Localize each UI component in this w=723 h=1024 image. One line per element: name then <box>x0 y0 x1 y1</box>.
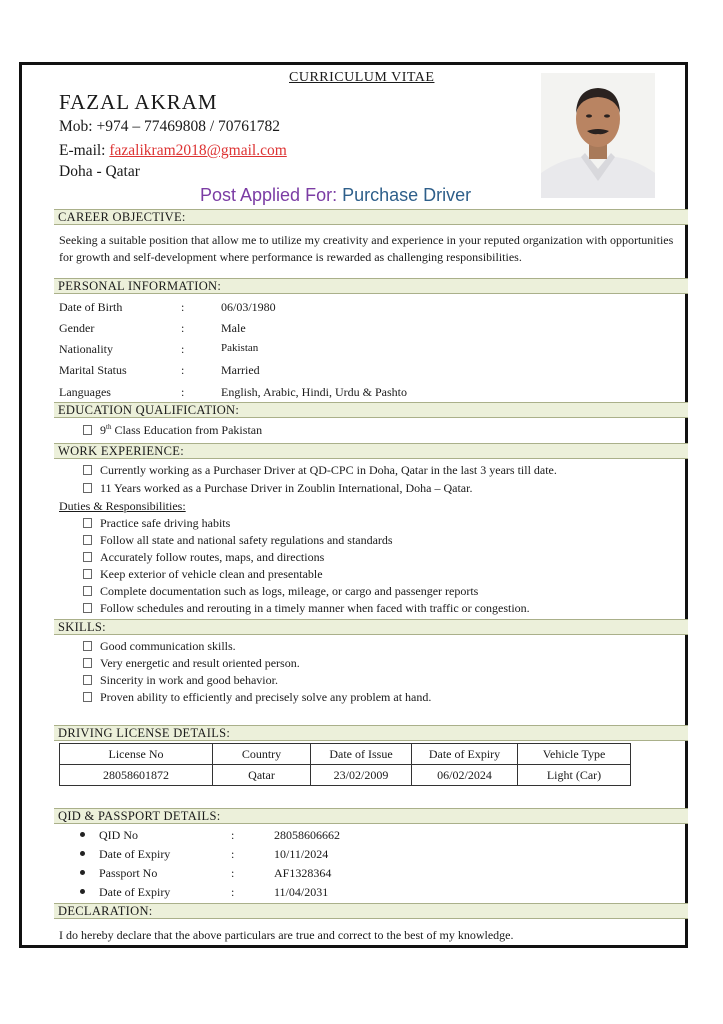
duty-item <box>83 516 230 531</box>
qid-item <box>80 828 138 843</box>
qid-value: AF1328364 <box>274 866 332 880</box>
qid-label: Date of Expiry <box>99 885 171 899</box>
personal-label: Languages <box>59 385 111 399</box>
personal-sep: : <box>181 300 185 314</box>
duty-item-text: Follow all state and national safety regulations and standards <box>100 533 393 547</box>
duty-item-text: Keep exterior of vehicle clean and presentable <box>100 567 323 581</box>
duty-item-text: Accurately follow routes, maps, and directions <box>100 550 325 564</box>
qid-value: 10/11/2024 <box>274 847 329 861</box>
mobile-number: Mob: +974 – 77469808 / 70761782 <box>59 118 281 135</box>
personal-label: Nationality <box>59 342 113 356</box>
qid-value: 28058606662 <box>274 828 340 842</box>
license-header-cell: Country <box>213 744 311 765</box>
section-driving-license: DRIVING LICENSE DETAILS: <box>54 725 688 741</box>
duty-item <box>83 567 323 582</box>
license-cell: 23/02/2009 <box>311 765 412 786</box>
skill-item <box>83 690 431 705</box>
personal-label: Date of Birth <box>59 300 123 314</box>
license-header-cell: Vehicle Type <box>518 744 631 765</box>
personal-value: Pakistan <box>221 342 259 354</box>
duty-item <box>83 601 530 616</box>
checkbox-icon <box>83 692 92 702</box>
post-applied-value: Purchase Driver <box>342 185 472 205</box>
email-label: E-mail: <box>59 142 110 159</box>
personal-sep: : <box>181 363 185 377</box>
section-career-objective: CAREER OBJECTIVE: <box>54 209 688 225</box>
personal-value: Married <box>221 363 260 377</box>
personal-label: Marital Status <box>59 363 127 377</box>
work-item-text: 11 Years worked as a Purchase Driver in Zoublin International, Doha – Qatar. <box>100 481 473 495</box>
section-declaration: DECLARATION: <box>54 903 688 919</box>
personal-value: Male <box>221 321 246 335</box>
email-line <box>59 142 287 160</box>
checkbox-icon <box>83 641 92 651</box>
license-cell: Light (Car) <box>518 765 631 786</box>
checkbox-icon <box>83 586 92 596</box>
skill-item <box>83 656 300 671</box>
duty-item-text: Complete documentation such as logs, mileage, or cargo and passenger reports <box>100 584 479 598</box>
qid-sep: : <box>231 885 235 899</box>
checkbox-icon <box>83 552 92 562</box>
license-cell: Qatar <box>213 765 311 786</box>
license-header-cell: License No <box>60 744 213 765</box>
bullet-icon <box>80 889 85 894</box>
skill-item <box>83 673 278 688</box>
section-skills: SKILLS: <box>54 619 688 635</box>
education-text: Class Education from Pakistan <box>111 423 263 437</box>
education-item <box>83 423 262 438</box>
work-item <box>83 463 557 478</box>
email-link[interactable]: fazalikram2018@gmail.com <box>109 142 287 159</box>
post-applied-label: Post Applied For: <box>200 185 343 205</box>
license-table <box>59 743 631 786</box>
bullet-icon <box>80 832 85 837</box>
checkbox-icon <box>83 675 92 685</box>
checkbox-icon <box>83 535 92 545</box>
career-objective-text: Seeking a suitable position that allow me to utilize my creativity and experience in your reputed organization with opportunities for growth and self-development where performance is rewarded as challenging responsibilities. <box>59 233 674 264</box>
duty-item <box>83 533 393 548</box>
skill-item-text: Sincerity in work and good behavior. <box>100 673 278 687</box>
section-qid-passport: QID & PASSPORT DETAILS: <box>54 808 688 824</box>
qid-sep: : <box>231 828 235 842</box>
license-header-cell: Date of Expiry <box>412 744 518 765</box>
qid-sep: : <box>231 866 235 880</box>
duty-item-text: Practice safe driving habits <box>100 516 231 530</box>
checkbox-icon <box>83 658 92 668</box>
qid-label: Date of Expiry <box>99 847 171 861</box>
qid-label: QID No <box>99 828 138 842</box>
qid-value: 11/04/2031 <box>274 885 329 899</box>
license-cell: 06/02/2024 <box>412 765 518 786</box>
section-work-experience: WORK EXPERIENCE: <box>54 443 688 459</box>
personal-value: English, Arabic, Hindi, Urdu & Pashto <box>221 385 407 399</box>
education-grade-suffix: th <box>106 423 112 431</box>
checkbox-icon <box>83 483 92 493</box>
location: Doha - Qatar <box>59 163 140 180</box>
license-header-cell: Date of Issue <box>311 744 412 765</box>
duties-title: Duties & Responsibilities: <box>59 499 186 513</box>
personal-sep: : <box>181 385 185 399</box>
work-item-text: Currently working as a Purchaser Driver at QD-CPC in Doha, Qatar in the last 3 years till date. <box>100 463 557 477</box>
bullet-icon <box>80 851 85 856</box>
qid-item <box>80 885 170 900</box>
checkbox-icon <box>83 569 92 579</box>
skill-item-text: Good communication skills. <box>100 639 236 653</box>
personal-sep: : <box>181 342 185 356</box>
profile-photo <box>541 73 655 198</box>
bullet-icon <box>80 870 85 875</box>
personal-sep: : <box>181 321 185 335</box>
work-item <box>83 481 472 496</box>
skill-item-text: Proven ability to efficiently and precisely solve any problem at hand. <box>100 690 432 704</box>
table-row <box>60 765 631 786</box>
duty-item <box>83 584 478 599</box>
skill-item-text: Very energetic and result oriented person. <box>100 656 300 670</box>
declaration-text: I do hereby declare that the above particulars are true and correct to the best of my knowledge. <box>59 928 514 942</box>
checkbox-icon <box>83 465 92 475</box>
qid-item <box>80 847 170 862</box>
qid-item <box>80 866 157 881</box>
qid-sep: : <box>231 847 235 861</box>
section-education: EDUCATION QUALIFICATION: <box>54 402 688 418</box>
checkbox-icon <box>83 603 92 613</box>
duty-item-text: Follow schedules and rerouting in a timely manner when faced with traffic or congestion. <box>100 601 530 615</box>
checkbox-icon <box>83 518 92 528</box>
duty-item <box>83 550 324 565</box>
personal-label: Gender <box>59 321 95 335</box>
license-cell: 28058601872 <box>60 765 213 786</box>
skill-item <box>83 639 236 654</box>
checkbox-icon <box>83 425 92 435</box>
personal-value: 06/03/1980 <box>221 300 276 314</box>
candidate-name: FAZAL AKRAM <box>59 90 218 114</box>
education-grade: 9 <box>100 423 106 437</box>
section-personal-information: PERSONAL INFORMATION: <box>54 278 688 294</box>
license-header-row <box>60 744 631 765</box>
post-applied <box>200 185 471 206</box>
qid-label: Passport No <box>99 866 158 880</box>
document-title: CURRICULUM VITAE <box>289 70 435 85</box>
